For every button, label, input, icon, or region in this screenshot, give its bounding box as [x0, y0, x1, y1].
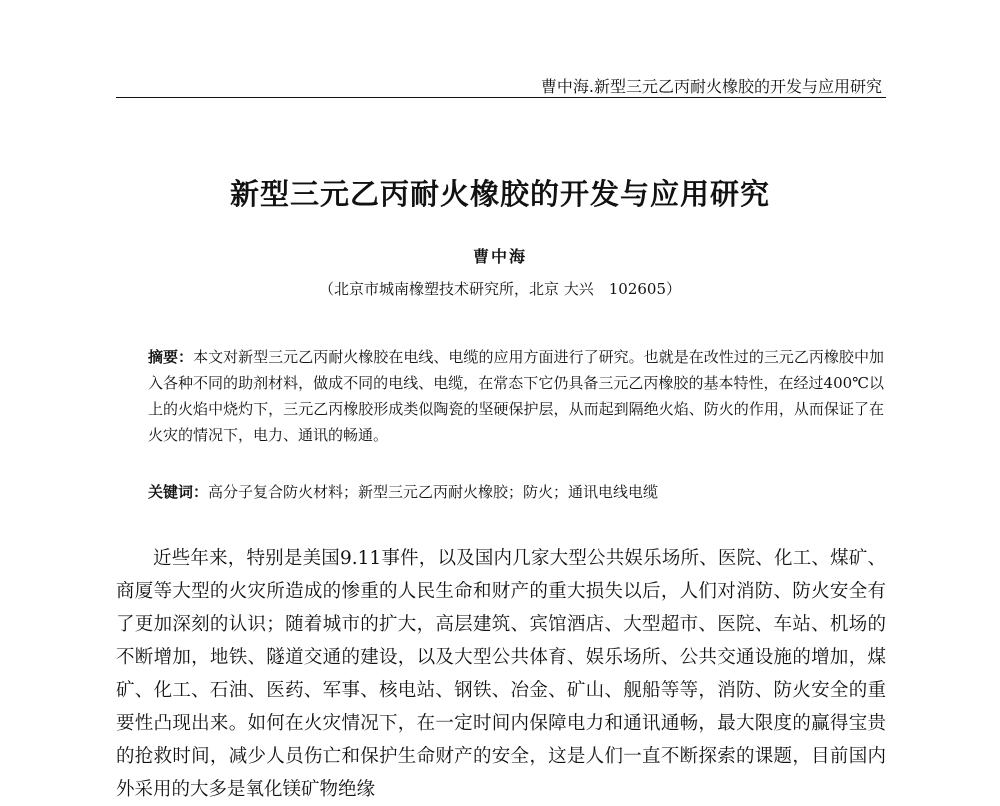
- keywords-text: 高分子复合防火材料；新型三元乙丙耐火橡胶；防火；通讯电线电缆: [208, 483, 659, 501]
- abstract: [148, 344, 884, 448]
- header-rule: [116, 97, 886, 98]
- paper-title: 新型三元乙丙耐火橡胶的开发与应用研究: [229, 177, 770, 211]
- author-affiliation: （北京市城南橡塑技术研究所，北京 大兴 102605）: [318, 280, 682, 298]
- body-paragraph: 近些年来，特别是美国9.11事件，以及国内几家大型公共娱乐场所、医院、化工、煤矿、商厦等大型的火灾所造成的惨重的人民生命和财产的重大损失以后，人们对消防、防火安全有了更加深刻的认识；随着城市的扩大，高层建筑、宾馆酒店、大型超市、医院、车站、机场的不断增加，地铁、隧道交通的建设，以及大型公共体育、娱乐场所、公共交通设施的增加，煤矿、化工、石油、医药、军事、核电站、钢铁、冶金、矿山、舰船等等，消防、防火安全的重要性凸现出来。如何在火灾情况下，在一定时间内保障电力和通讯通畅，最大限度的赢得宝贵的抢救时间，减少人员伤亡和保护生命财产的安全，这是人们一直不断探索的课题，目前国内外采用的大多是氧化镁矿物绝缘: [116, 548, 886, 800]
- abstract-text: 本文对新型三元乙丙耐火橡胶在电线、电缆的应用方面进行了研究。也就是在改性过的三元乙丙橡胶中加入各种不同的助剂材料，做成不同的电线、电缆，在常态下它仍具备三元乙丙橡胶的基本特性，在经过400℃以上的火焰中烧灼下，三元乙丙橡胶形成类似陶瓷的坚硬保护层，从而起到隔绝火焰、防火的作用，从而保证了在火灾的情况下，电力、通讯的畅通。: [148, 348, 884, 444]
- keywords: [148, 481, 884, 503]
- abstract-label: 摘要：: [148, 348, 194, 366]
- keywords-label: 关键词：: [148, 483, 209, 501]
- author-name: 曹中海: [472, 247, 527, 266]
- running-header: 曹中海.新型三元乙丙耐火橡胶的开发与应用研究: [540, 77, 882, 96]
